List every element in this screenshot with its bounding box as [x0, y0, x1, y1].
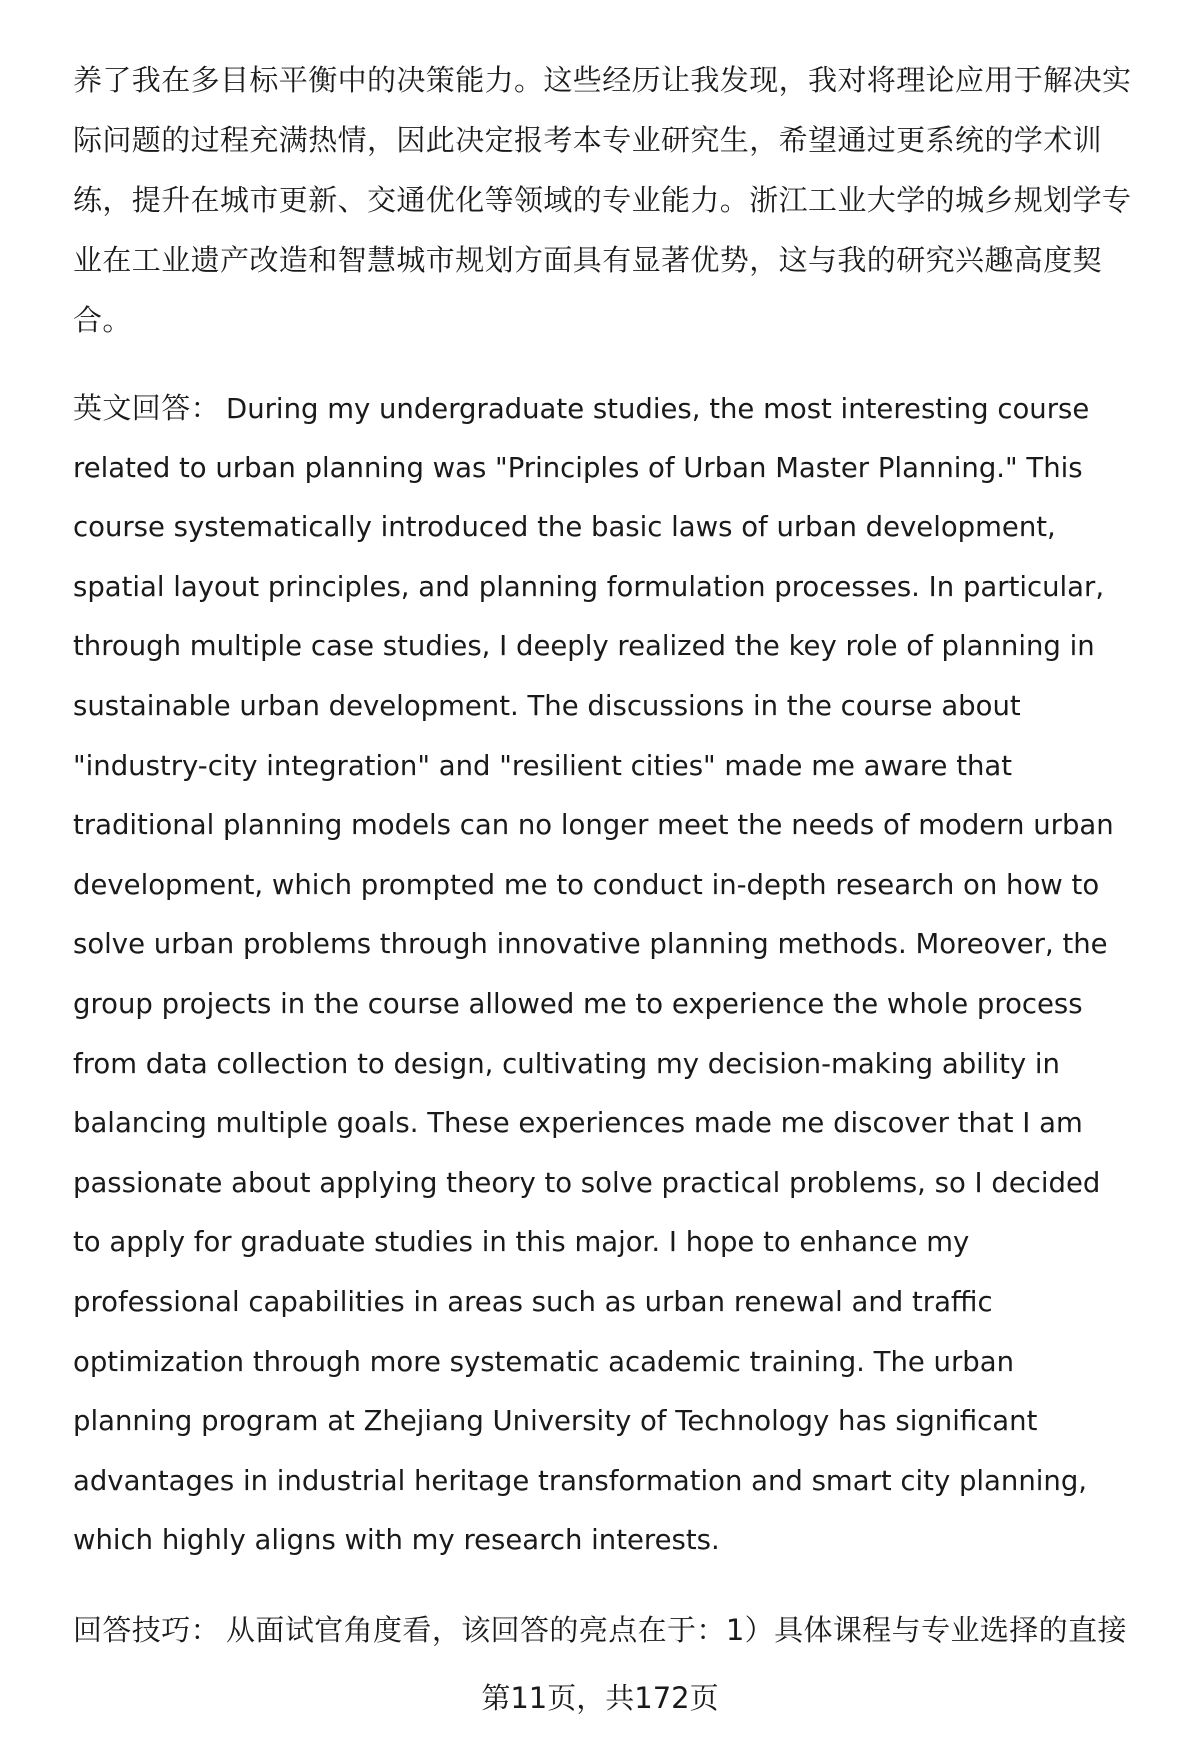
en-line: "industry-city integration" and "resilient cities" made me aware that	[73, 749, 1013, 782]
english-answer-label: 英文回答：	[73, 391, 221, 425]
tips-label: 回答技巧：	[73, 1613, 221, 1647]
en-line: solve urban problems through innovative planning methods. Moreover, the	[73, 928, 1108, 961]
en-line: course systematically introduced the basic laws of urban development,	[73, 511, 1056, 544]
zh-line: 养了我在多目标平衡中的决策能力。这些经历让我发现，我对将理论应用于解决实	[73, 63, 1132, 97]
zh-line: 际问题的过程充满热情，因此决定报考本专业研究生，希望通过更系统的学术训	[73, 123, 1103, 157]
en-line: which highly aligns with my research interests.	[73, 1524, 720, 1557]
zh-line: 练，提升在城市更新、交通优化等领域的专业能力。浙江工业大学的城乡规划学专	[73, 183, 1132, 217]
en-line: from data collection to design, cultivating my decision-making ability in	[73, 1047, 1060, 1080]
tips-text: 从面试官角度看，该回答的亮点在于：1）具体课程与专业选择的直接	[226, 1613, 1127, 1647]
page-number: 第11页，共172页	[481, 1681, 719, 1715]
en-line: group projects in the course allowed me to experience the whole process	[73, 988, 1083, 1020]
zh-line: 业在工业遗产改造和智慧城市规划方面具有显著优势，这与我的研究兴趣高度契	[73, 243, 1103, 277]
en-line: development, which prompted me to conduct in-depth research on how to	[73, 868, 1100, 901]
en-line: to apply for graduate studies in this major. I hope to enhance my	[73, 1226, 970, 1259]
en-line: traditional planning models can no longer meet the needs of modern urban	[73, 809, 1114, 842]
en-line: During my undergraduate studies, the most interesting course	[226, 393, 1090, 425]
en-line: passionate about applying theory to solve practical problems, so I decided	[73, 1166, 1101, 1199]
en-line: professional capabilities in areas such as urban renewal and traffic	[73, 1286, 993, 1318]
en-line: planning program at Zhejiang University of Technology has significant	[73, 1405, 1038, 1438]
en-line: advantages in industrial heritage transformation and smart city planning,	[73, 1464, 1088, 1497]
en-line: optimization through more systematic academic training. The urban	[73, 1345, 1015, 1378]
english-answer-first-line	[73, 378, 1089, 438]
en-line: sustainable urban development. The discussions in the course about	[73, 690, 1021, 722]
en-line: balancing multiple goals. These experiences made me discover that I am	[73, 1107, 1083, 1140]
en-line: related to urban planning was "Principles of Urban Master Planning." This	[73, 451, 1083, 484]
en-line: spatial layout principles, and planning formulation processes. In particular,	[73, 570, 1105, 603]
en-line: through multiple case studies, I deeply realized the key role of planning in	[73, 630, 1095, 663]
tips-line	[73, 1600, 1127, 1660]
zh-line: 合。	[73, 303, 132, 337]
